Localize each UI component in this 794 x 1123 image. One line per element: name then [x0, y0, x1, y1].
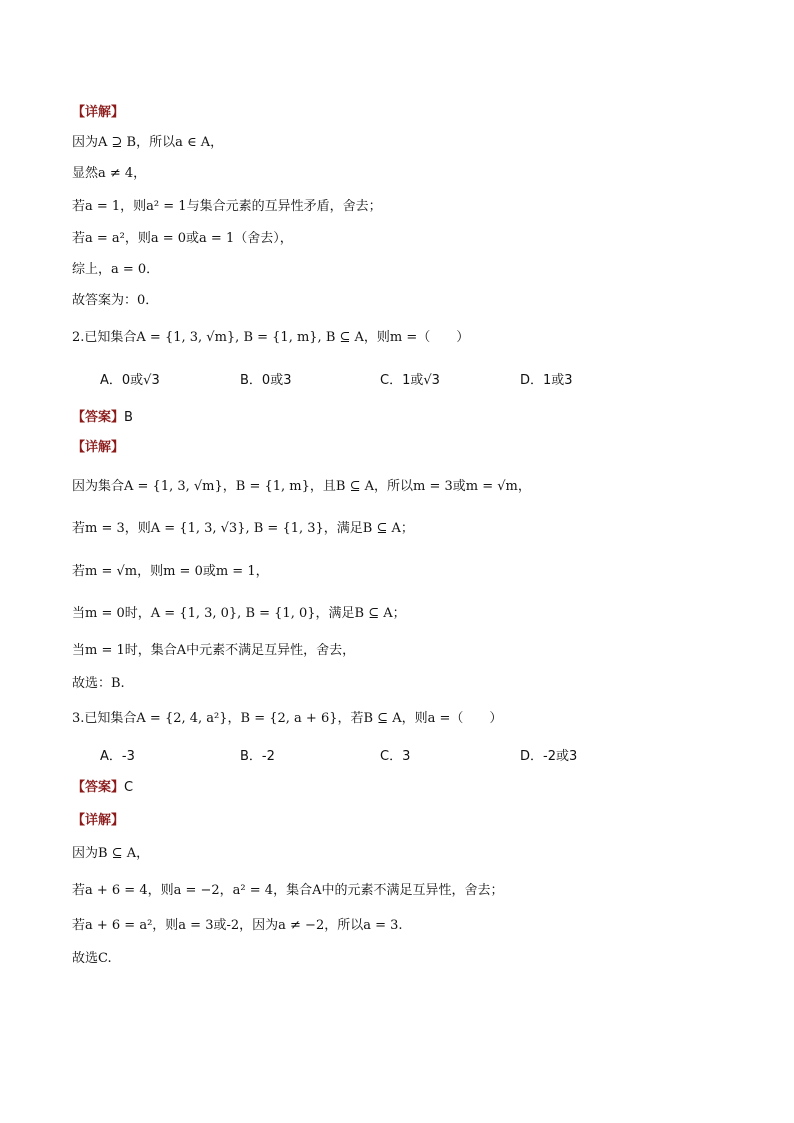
detail-tag: 【详解】 — [72, 813, 125, 828]
answer-row — [72, 777, 133, 799]
option-a: A．0或√3 — [100, 373, 160, 388]
question-stem: 3.已知集合A = {2, 4, a²}，B = {2, a + 6}，若B ⊆ A，则a =（ ） — [72, 711, 503, 726]
option-d: D．-2或3 — [520, 749, 578, 764]
detail-line: 故选C. — [72, 951, 112, 966]
detail-line: 因为B ⊆ A， — [72, 846, 150, 861]
answer-value: B — [124, 410, 133, 425]
option-a: A．-3 — [100, 749, 135, 764]
answer-value: C — [124, 780, 134, 795]
detail-line: 当m = 1时，集合A中元素不满足互异性，舍去， — [72, 643, 356, 658]
option-c: C．3 — [380, 749, 411, 764]
option-b: B．-2 — [240, 749, 275, 764]
detail-line: 当m = 0时，A = {1, 3, 0}, B = {1, 0}，满足B ⊆ A； — [72, 606, 406, 621]
option-d: D．1或3 — [520, 373, 573, 388]
detail-line: 故选：B. — [72, 676, 125, 691]
detail-line: 若a = a²，则a = 0或a = 1（舍去）， — [72, 231, 293, 246]
detail-line: 故答案为：0． — [72, 293, 159, 308]
answer-tag: 【答案】 — [72, 780, 125, 795]
detail-line: 综上，a = 0． — [72, 262, 160, 277]
detail-line: 若a = 1，则a² = 1与集合元素的互异性矛盾，舍去； — [72, 199, 382, 214]
detail-line: 显然a ≠ 4， — [72, 166, 147, 181]
detail-line: 因为A ⊇ B，所以a ∈ A， — [72, 135, 224, 150]
detail-line: 因为集合A = {1, 3, √m}，B = {1, m}，且B ⊆ A，所以m = 3或m = √m， — [72, 479, 531, 494]
detail-line: 若m = √m，则m = 0或m = 1， — [72, 564, 269, 579]
detail-tag: 【详解】 — [72, 440, 125, 455]
option-b: B．0或3 — [240, 373, 292, 388]
option-c: C．1或√3 — [380, 373, 440, 388]
detail-line: 若m = 3，则A = {1, 3, √3}, B = {1, 3}，满足B ⊆ A； — [72, 521, 414, 536]
question-stem: 2.已知集合A = {1, 3, √m}, B = {1, m}, B ⊆ A，则m =（ ） — [72, 330, 470, 345]
answer-row — [72, 407, 133, 429]
detail-line: 若a + 6 = a²，则a = 3或-2，因为a ≠ −2，所以a = 3. — [72, 918, 403, 933]
detail-tag: 【详解】 — [72, 105, 125, 120]
answer-tag: 【答案】 — [72, 410, 125, 425]
detail-line: 若a + 6 = 4，则a = −2，a² = 4，集合A中的元素不满足互异性，舍去； — [72, 883, 504, 898]
